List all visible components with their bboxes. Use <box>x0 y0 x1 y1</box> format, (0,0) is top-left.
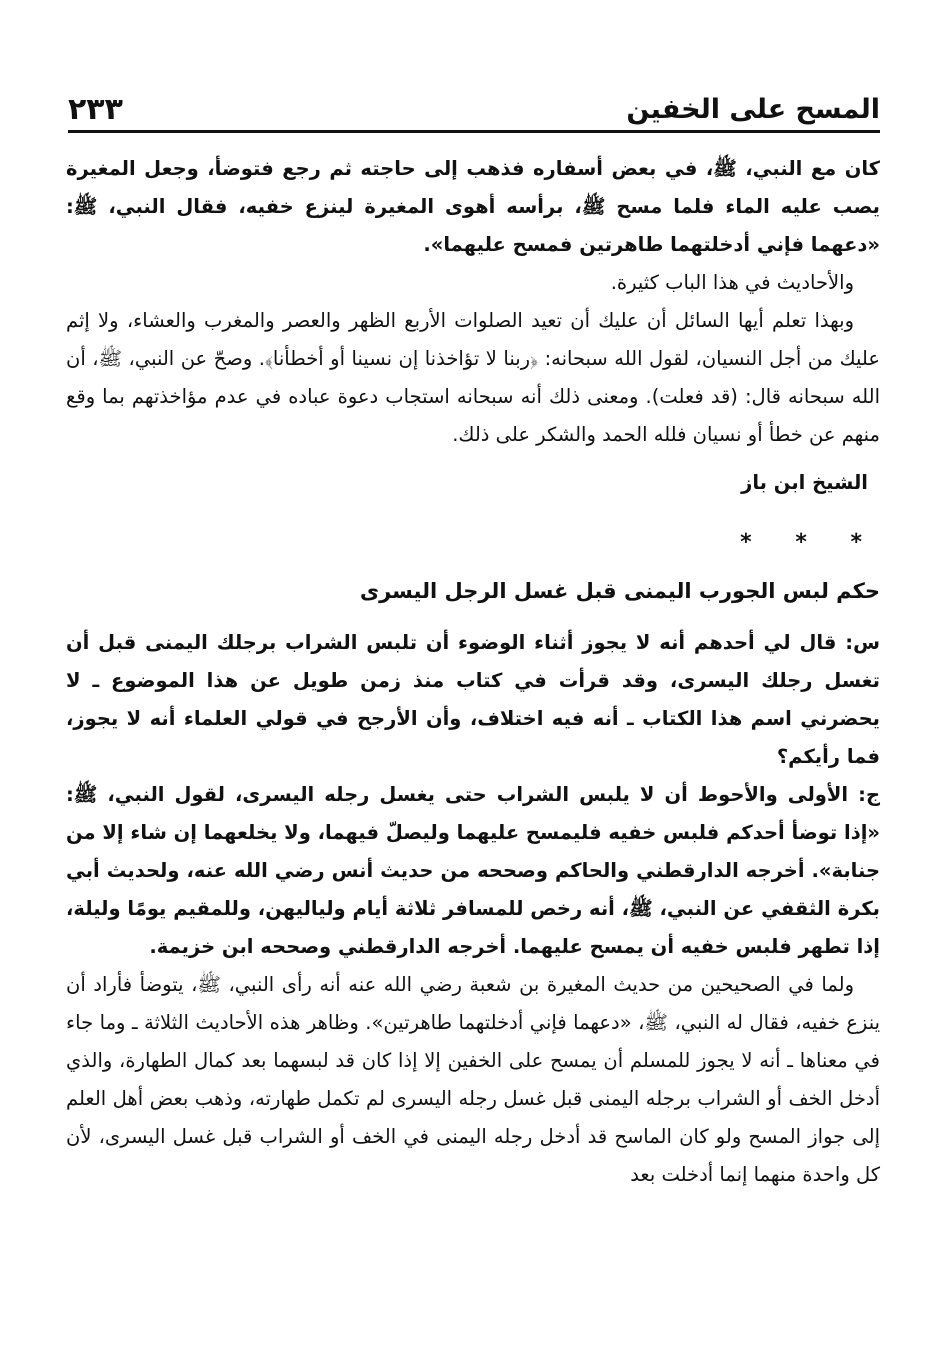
page-header <box>68 80 880 133</box>
paragraph-ruling-conclusion: وبهذا تعلم أيها السائل أن عليك أن تعيد الصلوات الأربع الظهر والعصر والمغرب والعشاء، ولا إثم عليك من أجل النسيان، لقول الله سبحانه: ﴿ربنا لا تؤاخذنا إن نسينا أو أخطأنا﴾. وصحّ عن النبي، ﷺ، أن الله سبحانه قال: (قد فعلت). ومعنى ذلك أنه سبحانه استجاب دعوة عباده في عدم مؤاخذتهم بما وقع منهم عن خطأ أو نسيان فلله الحمد والشكر على ذلك. <box>66 309 880 446</box>
section-heading: حكم لبس الجورب اليمنى قبل غسل الرجل اليسرى <box>359 579 880 603</box>
author-signature: الشيخ ابن باز <box>741 471 868 494</box>
question-paragraph: س: قال لي أحدهم أنه لا يجوز أثناء الوضوء أن تلبس الشراب برجلك اليمنى قبل أن تغسل رجلك اليسرى، وقد قرأت في كتاب منذ زمن طويل عن هذا الموضوع ـ لا يحضرني اسم هذا الكتاب ـ أنه فيه اختلاف، وأن الأرجح في قولي العلماء أنه لا يجوز، فما رأيكم؟ <box>66 631 880 768</box>
paragraph-hadith-continuation: كان مع النبي، ﷺ، في بعض أسفاره فذهب إلى حاجته ثم رجع فتوضأ، وجعل المغيرة يصب عليه الماء فلما مسح ﷺ، برأسه أهوى المغيرة لينزع خفيه، فقال النبي، ﷺ: «دعهما فإني أدخلتهما طاهرتين فمسح عليهما». <box>66 157 880 256</box>
paragraph-many-hadiths: والأحاديث في هذا الباب كثيرة. <box>610 271 854 294</box>
answer-continuation-paragraph: ولما في الصحيحين من حديث المغيرة بن شعبة رضي الله عنه أنه رأى النبي، ﷺ، يتوضأ فأراد أن ينزع خفيه، فقال له النبي، ﷺ، «دعهما فإني أدخلتهما طاهرتين». وظاهر هذه الأحاديث الثلاثة ـ وما جاء في معناها ـ أنه لا يجوز للمسلم أن يمسح على الخفين إلا إذا كان قد لبسهما بعد كمال الطهارة، والذي أدخل الخف أو الشراب برجله اليمنى قبل غسل رجله اليسرى لم تكمل طهارته، وذهب بعض أهل العلم إلى جواز المسح ولو كان الماسح قد أدخل رجله اليمنى في الخف أو الشراب قبل غسل اليسرى، لأن كل واحدة منهما إنما أدخلت بعد <box>66 973 880 1186</box>
running-title: المسح على الخفين <box>626 94 880 125</box>
answer-paragraph: ج: الأولى والأحوط أن لا يلبس الشراب حتى يغسل رجله اليسرى، لقول النبي، ﷺ: «إذا توضأ أحدكم فلبس خفيه فليمسح عليهما وليصلّ فيهما، ولا يخلعهما إن شاء إلا من جنابة». أخرجه الدارقطني والحاكم وصححه من حديث أنس رضي الله عنه، ولحديث أبي بكرة الثقفي عن النبي، ﷺ، أنه رخص للمسافر ثلاثة أيام ولياليهن، وللمقيم يومًا وليلة، إذا تطهر فلبس خفيه أن يمسح عليهما. أخرجه الدارقطني وصححه ابن خزيمة. <box>66 783 880 958</box>
page-number: ٢٣٣ <box>68 92 123 127</box>
section-separator: * * * <box>740 530 880 555</box>
page-body <box>66 150 880 1194</box>
